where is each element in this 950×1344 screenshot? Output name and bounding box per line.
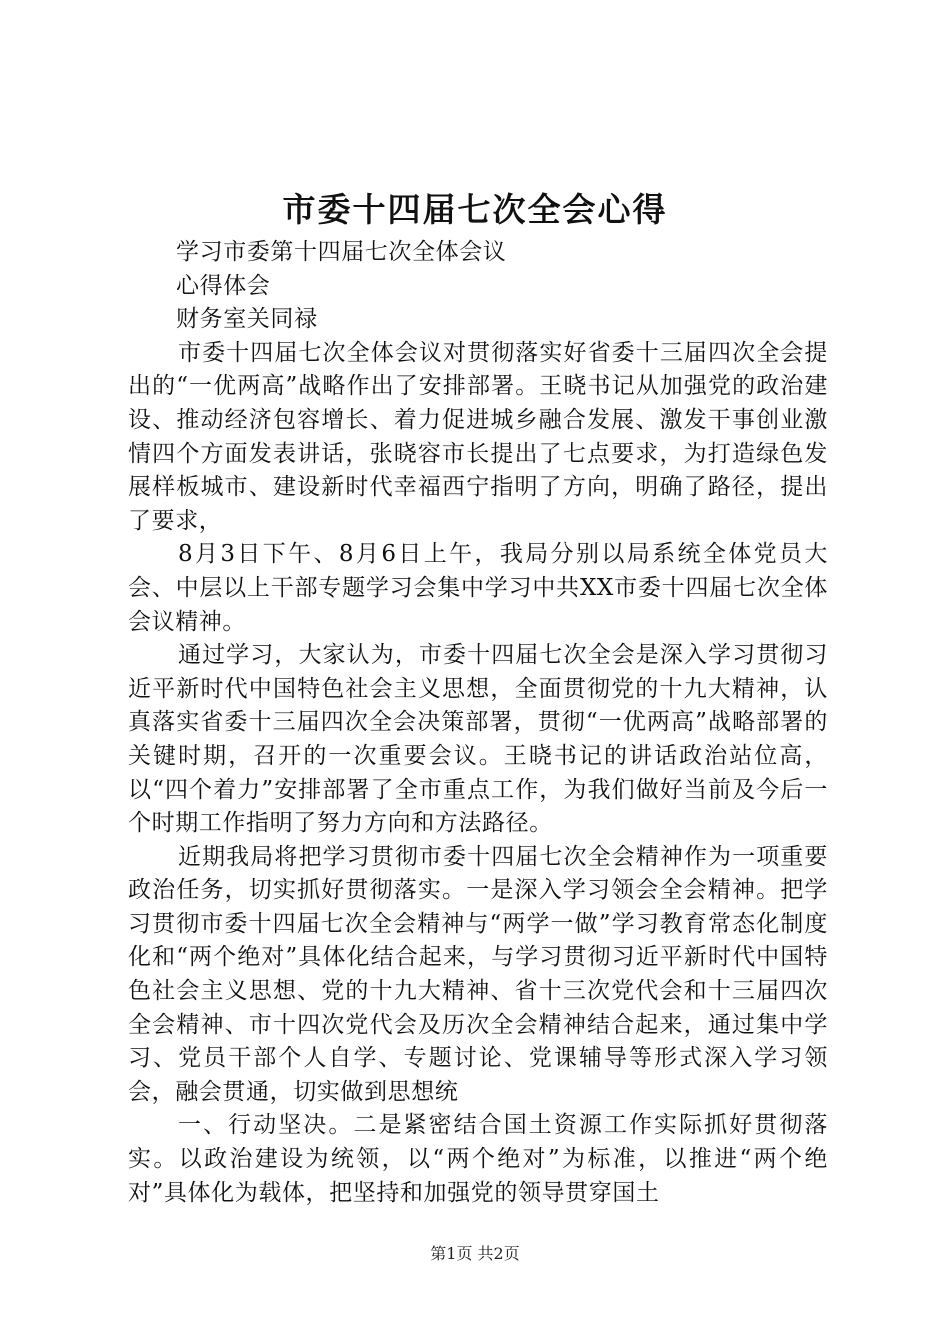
document-title: 市委十四届七次全会心得	[282, 190, 668, 229]
body-paragraph: 通过学习，大家认为，市委十四届七次全会是深入学习贯彻习近平新时代中国特色社会主义思想，全面贯彻党的十九大精神，认真落实省委十三届四次全会决策部署，贯彻“一优两高”战略部署的关键时期，召开的一次重要会议。王晓书记的讲话政治站位高，以“四个着力”安排部署了全市重点工作，为我们做好当前及今后一个时期工作指明了努力方向和方法路径。	[128, 642, 828, 837]
subtitle-line: 心得体会	[176, 272, 271, 299]
subtitle-line: 学习市委第十四届七次全体会议	[176, 239, 507, 265]
document-body	[128, 236, 828, 1210]
page-footer: 第1页 共2页	[430, 1244, 520, 1263]
body-paragraph: 一、行动坚决。二是紧密结合国土资源工作实际抓好贯彻落实。以政治建设为统领，以“两个绝对”为标准，以推进“两个绝对”具体化为载体，把坚持和加强党的领导贯穿国土	[128, 1112, 828, 1206]
body-paragraph: 近期我局将把学习贯彻市委十四届七次全会精神作为一项重要政治任务，切实抓好贯彻落实。一是深入学习领会全会精神。把学习贯彻市委十四届七次全会精神与“两学一做”学习教育常态化制度化和“两个绝对”具体化结合起来，与学习贯彻习近平新时代中国特色社会主义思想、党的十九大精神、省十三次党代会和十三届四次全会精神、市十四次党代会及历次全会精神结合起来，通过集中学习、党员干部个人自学、专题讨论、党课辅导等形式深入学习领会，融会贯通，切实做到思想统	[128, 843, 828, 1105]
body-paragraph: 8月3日下午、8月6日上午，我局分别以局系统全体党员大会、中层以上干部专题学习会集中学习中共XX市委十四届七次全体会议精神。	[128, 541, 828, 635]
author-line: 财务室关同禄	[176, 306, 318, 333]
body-paragraph: 市委十四届七次全体会议对贯彻落实好省委十三届四次全会提出的“一优两高”战略作出了安排部署。王晓书记从加强党的政治建设、推动经济包容增长、着力促进城乡融合发展、激发干事创业激情四个方面发表讲话，张晓容市长提出了七点要求，为打造绿色发展样板城市、建设新时代幸福西宁指明了方向，明确了路径，提出了要求，	[128, 339, 828, 534]
